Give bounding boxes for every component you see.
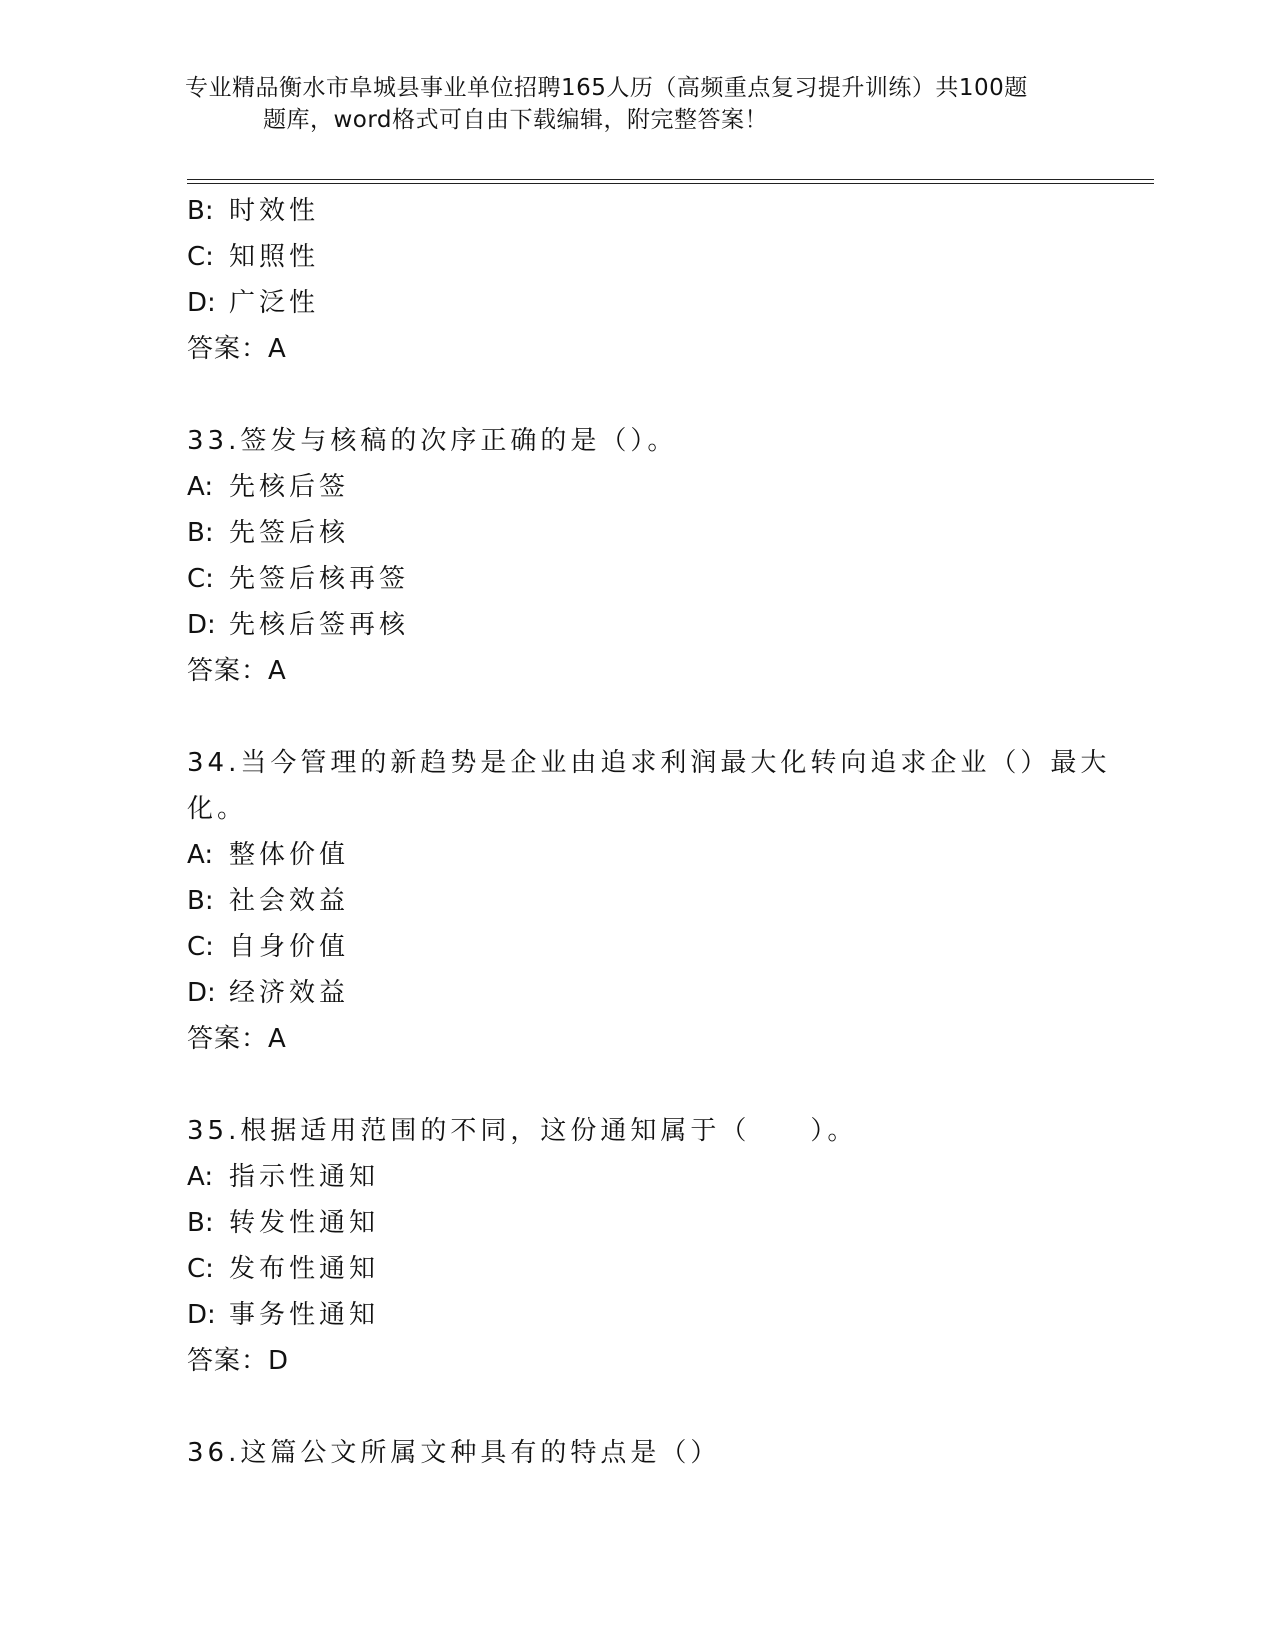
question-35 [187,1108,1087,1384]
answer-line: 答案：D [187,1346,290,1376]
question-32-continuation [187,188,1087,372]
question-text: 33.签发与核稿的次序正确的是（）。 [187,426,678,456]
header-divider-thin [187,179,1154,180]
option-d: D: 广泛性 [187,288,320,318]
option-d: D: 先核后签再核 [187,610,410,640]
question-text: 35.根据适用范围的不同，这份通知属于（ ）。 [187,1116,858,1146]
option-c: C: 自身价值 [187,932,350,962]
option-b: B: 时效性 [187,196,320,226]
option-c: C: 知照性 [187,242,320,272]
option-b: B: 社会效益 [187,886,350,916]
header-title-line1: 专业精品衡水市阜城县事业单位招聘165人历（高频重点复习提升训练）共100题 [185,75,1028,101]
question-36 [187,1430,1087,1476]
option-b: B: 先签后核 [187,518,350,548]
option-d: D: 经济效益 [187,978,350,1008]
answer-line: 答案：A [187,334,287,364]
option-d: D: 事务性通知 [187,1300,380,1330]
document-header [185,72,1085,136]
option-a: A: 指示性通知 [187,1162,380,1192]
document-body [187,188,1111,1476]
header-divider-thick [187,183,1154,184]
option-c: C: 发布性通知 [187,1254,380,1284]
question-33 [187,418,1087,694]
question-text-line2: 化。 [187,794,248,824]
answer-line: 答案：A [187,656,287,686]
header-title-line2: 题库，word格式可自由下载编辑，附完整答案！ [263,107,769,133]
question-text: 36.这篇公文所属文种具有的特点是（） [187,1438,721,1468]
question-34 [187,740,1111,1062]
answer-line: 答案：A [187,1024,287,1054]
option-a: A: 整体价值 [187,840,350,870]
option-b: B: 转发性通知 [187,1208,380,1238]
option-a: A: 先核后签 [187,472,350,502]
question-text-line1: 34.当今管理的新趋势是企业由追求利润最大化转向追求企业（）最大 [187,748,1111,778]
option-c: C: 先签后核再签 [187,564,410,594]
